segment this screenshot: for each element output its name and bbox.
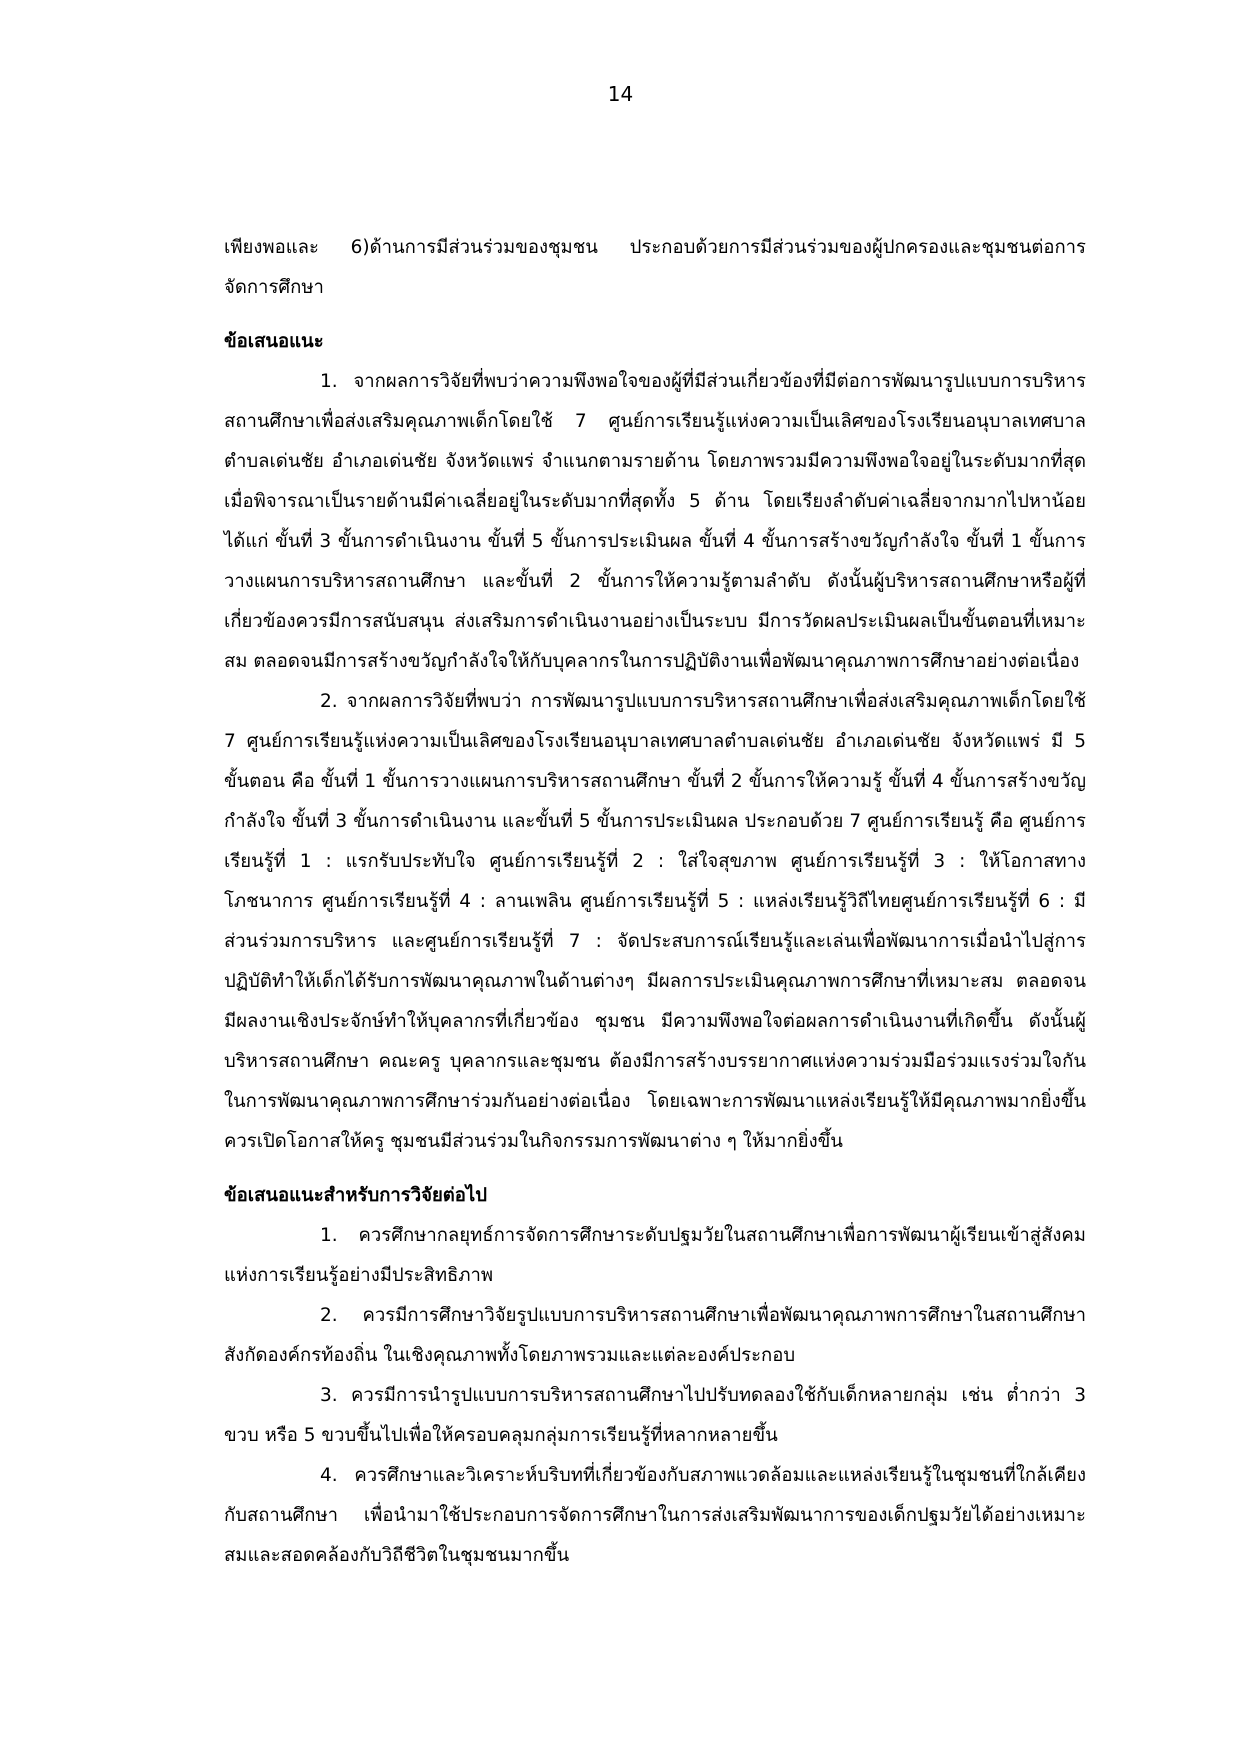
- future-research-item-1: 1. ควรศึกษากลยุทธ์การจัดการศึกษาระดับปฐมวัยในสถานศึกษาเพื่อการพัฒนาผู้เรียนเข้าสู่สังคมแห่งการเรียนรู้อย่างมีประสิทธิภาพ: [224, 1225, 1086, 1286]
- future-research-item-2: 2. ควรมีการศึกษาวิจัยรูปแบบการบริหารสถานศึกษาเพื่อพัฒนาคุณภาพการศึกษาในสถานศึกษาสังกัดองค์กรท้องถิ่น ในเชิงคุณภาพทั้งโดยภาพรวมและแต่ละองค์ประกอบ: [224, 1305, 1086, 1366]
- future-research-item-3: 3. ควรมีการนำรูปแบบการบริหารสถานศึกษาไปปรับทดลองใช้กับเด็กหลายกลุ่ม เช่น ต่ำกว่า 3 ขวบ หรือ 5 ขวบขึ้นไปเพื่อให้ครอบคลุมกลุ่มการเรียนรู้ที่หลากหลายขึ้น: [224, 1385, 1086, 1446]
- page-number: 14: [607, 82, 634, 106]
- recommendation-item-2: 2. จากผลการวิจัยที่พบว่า การพัฒนารูปแบบการบริหารสถานศึกษาเพื่อส่งเสริมคุณภาพเด็กโดยใช้ 7 ศูนย์การเรียนรู้แห่งความเป็นเลิศของโรงเรียนอนุบาลเทศบาลตำบลเด่นชัย อำเภอเด่นชัย จังหวัดแพร่ มี 5 ขั้นตอน คือ ขั้นที่ 1 ขั้นการวางแผนการบริหารสถานศึกษา ขั้นที่ 2 ขั้นการให้ความรู้ ขั้นที่ 4 ขั้นการสร้างขวัญกำลังใจ ขั้นที่ 3 ขั้นการดำเนินงาน และขั้นที่ 5 ขั้นการประเมินผล ประกอบด้วย 7 ศูนย์การเรียนรู้ คือ ศูนย์การเรียนรู้ที่ 1 : แรกรับประทับใจ ศูนย์การเรียนรู้ที่ 2 : ใส่ใจสุขภาพ ศูนย์การเรียนรู้ที่ 3 : ให้โอกาสทางโภชนาการ ศูนย์การเรียนรู้ที่ 4 : ลานเพลิน ศูนย์การเรียนรู้ที่ 5 : แหล่งเรียนรู้วิถีไทยศูนย์การเรียนรู้ที่ 6 : มีส่วนร่วมการบริหาร และศูนย์การเรียนรู้ที่ 7 : จัดประสบการณ์เรียนรู้และเล่นเพื่อพัฒนาการเมื่อนำไปสู่การปฏิบัติทำให้เด็กได้รับการพัฒนาคุณภาพในด้านต่างๆ มีผลการประเมินคุณภาพการศึกษาที่เหมาะสม ตลอดจน มีผลงานเชิงประจักษ์ทำให้บุคลากรที่เกี่ยวข้อง ชุมชน มีความพึงพอใจต่อผลการดำเนินงานที่เกิดขึ้น ดังนั้นผู้บริหารสถานศึกษา คณะครู บุคลากรและชุมชน ต้องมีการสร้างบรรยากาศแห่งความร่วมมือร่วมแรงร่วมใจกันในการพัฒนาคุณภาพการศึกษาร่วมกันอย่างต่อเนื่อง โดยเฉพาะการพัฒนาแหล่งเรียนรู้ให้มีคุณภาพมากยิ่งขึ้นควรเปิดโอกาสให้ครู ชุมชนมีส่วนร่วมในกิจกรรมการพัฒนาต่าง ๆ ให้มากยิ่งขึ้น: [224, 691, 1086, 1152]
- document-body: [224, 228, 1086, 1576]
- recommendation-item-1: 1. จากผลการวิจัยที่พบว่าความพึงพอใจของผู้ที่มีส่วนเกี่ยวข้องที่มีต่อการพัฒนารูปแบบการบริหารสถานศึกษาเพื่อส่งเสริมคุณภาพเด็กโดยใช้ 7 ศูนย์การเรียนรู้แห่งความเป็นเลิศของโรงเรียนอนุบาลเทศบาลตำบลเด่นชัย อำเภอเด่นชัย จังหวัดแพร่ จำแนกตามรายด้าน โดยภาพรวมมีความพึงพอใจอยู่ในระดับมากที่สุด เมื่อพิจารณาเป็นรายด้านมีค่าเฉลี่ยอยู่ในระดับมากที่สุดทั้ง 5 ด้าน โดยเรียงลำดับค่าเฉลี่ยจากมากไปหาน้อย ได้แก่ ขั้นที่ 3 ขั้นการดำเนินงาน ขั้นที่ 5 ขั้นการประเมินผล ขั้นที่ 4 ขั้นการสร้างขวัญกำลังใจ ขั้นที่ 1 ขั้นการวางแผนการบริหารสถานศึกษา และขั้นที่ 2 ขั้นการให้ความรู้ตามลำดับ ดังนั้นผู้บริหารสถานศึกษาหรือผู้ที่เกี่ยวข้องควรมีการสนับสนุน ส่งเสริมการดำเนินงานอย่างเป็นระบบ มีการวัดผลประเมินผลเป็นขั้นตอนที่เหมาะสม ตลอดจนมีการสร้างขวัญกำลังใจให้กับบุคลากรในการปฏิบัติงานเพื่อพัฒนาคุณภาพการศึกษาอย่างต่อเนื่อง: [224, 371, 1086, 672]
- future-research-heading: ข้อเสนอแนะสำหรับการวิจัยต่อไป: [224, 1185, 487, 1206]
- recommendations-heading: ข้อเสนอแนะ: [224, 331, 324, 352]
- intro-paragraph: เพียงพอและ 6)ด้านการมีส่วนร่วมของชุมชน ประกอบด้วยการมีส่วนร่วมของผู้ปกครองและชุมชนต่อการจัดการศึกษา: [224, 237, 1086, 298]
- future-research-item-4: 4. ควรศึกษาและวิเคราะห์บริบทที่เกี่ยวข้องกับสภาพแวดล้อมและแหล่งเรียนรู้ในชุมชนที่ใกล้เคียงกับสถานศึกษา เพื่อนำมาใช้ประกอบการจัดการศึกษาในการส่งเสริมพัฒนาการของเด็กปฐมวัยได้อย่างเหมาะสมและสอดคล้องกับวิถีชีวิตในชุมชนมากขึ้น: [224, 1465, 1086, 1566]
